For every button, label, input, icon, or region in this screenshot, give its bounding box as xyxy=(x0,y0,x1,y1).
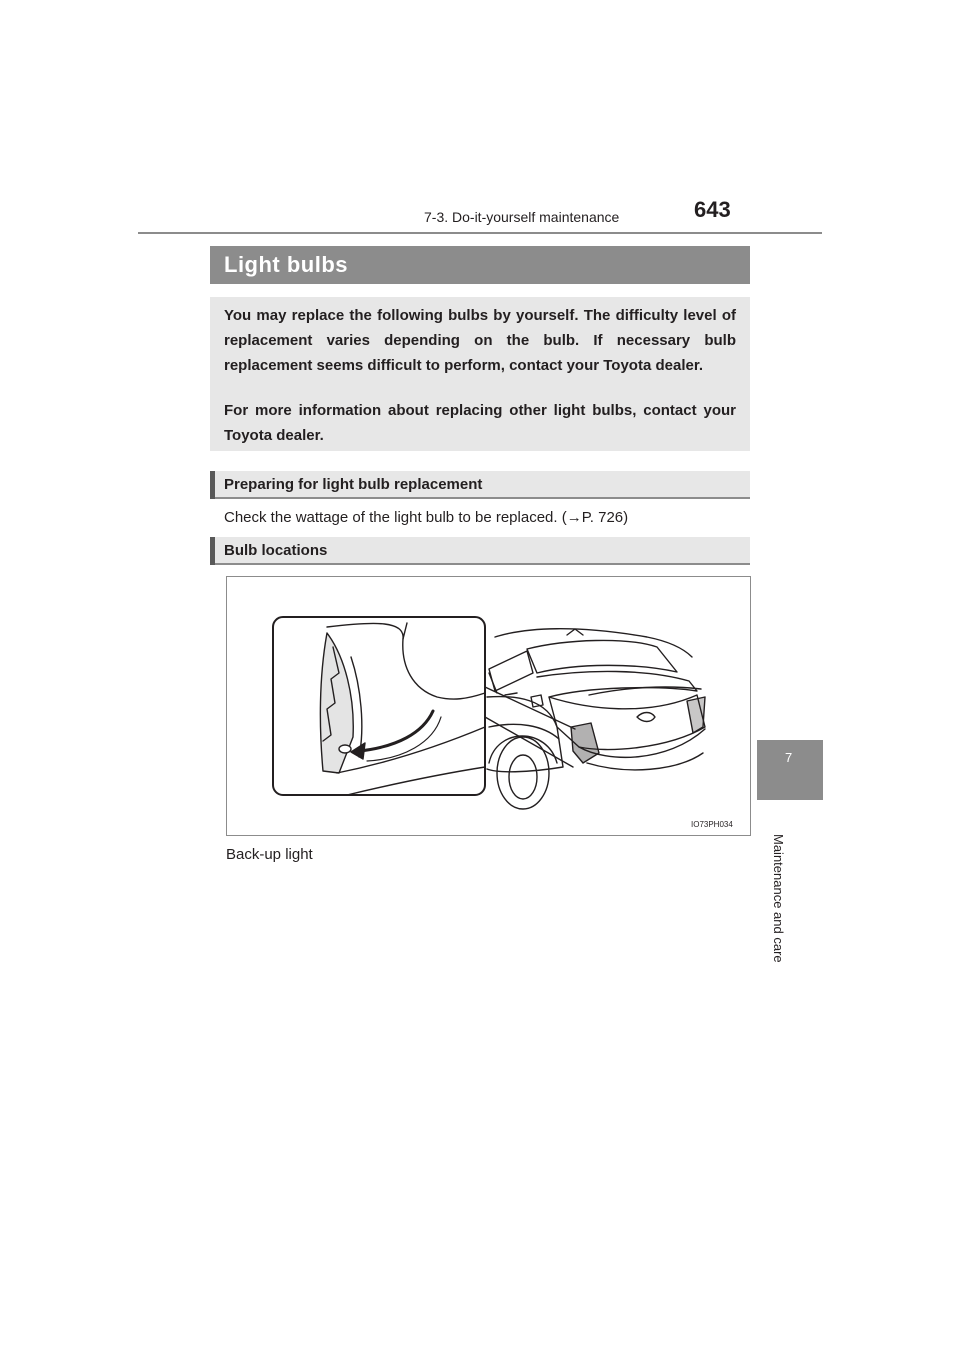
chapter-number: 7 xyxy=(785,750,793,765)
car-rear-illustration xyxy=(227,577,750,835)
figure-code: IO73PH034 xyxy=(691,820,733,829)
car-emblem xyxy=(637,713,655,722)
chapter-title: Maintenance and care xyxy=(771,834,786,963)
intro-paragraph-2: For more information about replacing other light bulbs, contact your Toyota dealer. xyxy=(224,402,736,444)
sub-heading-label: Bulb locations xyxy=(224,542,328,559)
header-section-title: 7-3. Do-it-yourself maintenance xyxy=(424,209,620,225)
page-number: 643 xyxy=(694,197,731,222)
rear-wheel xyxy=(497,737,549,809)
car-side-window xyxy=(489,651,533,691)
intro-box xyxy=(210,297,750,451)
sub-heading-preparing xyxy=(210,471,750,499)
back-up-light-location xyxy=(339,745,351,753)
car-rear-window xyxy=(527,640,677,673)
preparing-text: Check the wattage of the light bulb to be replaced. (→P. 726) xyxy=(224,509,629,526)
detail-inset-frame xyxy=(273,617,485,795)
rear-wheel-hub xyxy=(509,755,537,799)
tail-light xyxy=(571,723,599,763)
section-title: Light bulbs xyxy=(224,252,349,277)
chapter-tab xyxy=(757,740,823,800)
car-roof-antenna xyxy=(567,629,583,635)
sub-heading-marker xyxy=(210,471,215,499)
sub-heading-marker xyxy=(210,537,215,565)
car-door-handle xyxy=(505,693,517,695)
tail-light-right xyxy=(687,697,705,733)
section-banner xyxy=(210,246,750,284)
header-divider xyxy=(138,232,822,234)
bulb-location-figure xyxy=(226,576,751,836)
callout-line-top xyxy=(485,687,575,729)
car-trunk-lid xyxy=(537,671,697,697)
car-fuel-door xyxy=(531,695,543,707)
sub-heading-bulb-locations xyxy=(210,537,750,565)
intro-paragraph-1: You may replace the following bulbs by yourself. The difficulty level of replacement varies depending on the bulb. If necessary bulb replacement seems difficult to perform, contact your Toyota dealer. xyxy=(224,307,736,374)
sub-heading-label: Preparing for light bulb replacement xyxy=(224,476,483,493)
figure-caption: Back-up light xyxy=(226,846,313,863)
